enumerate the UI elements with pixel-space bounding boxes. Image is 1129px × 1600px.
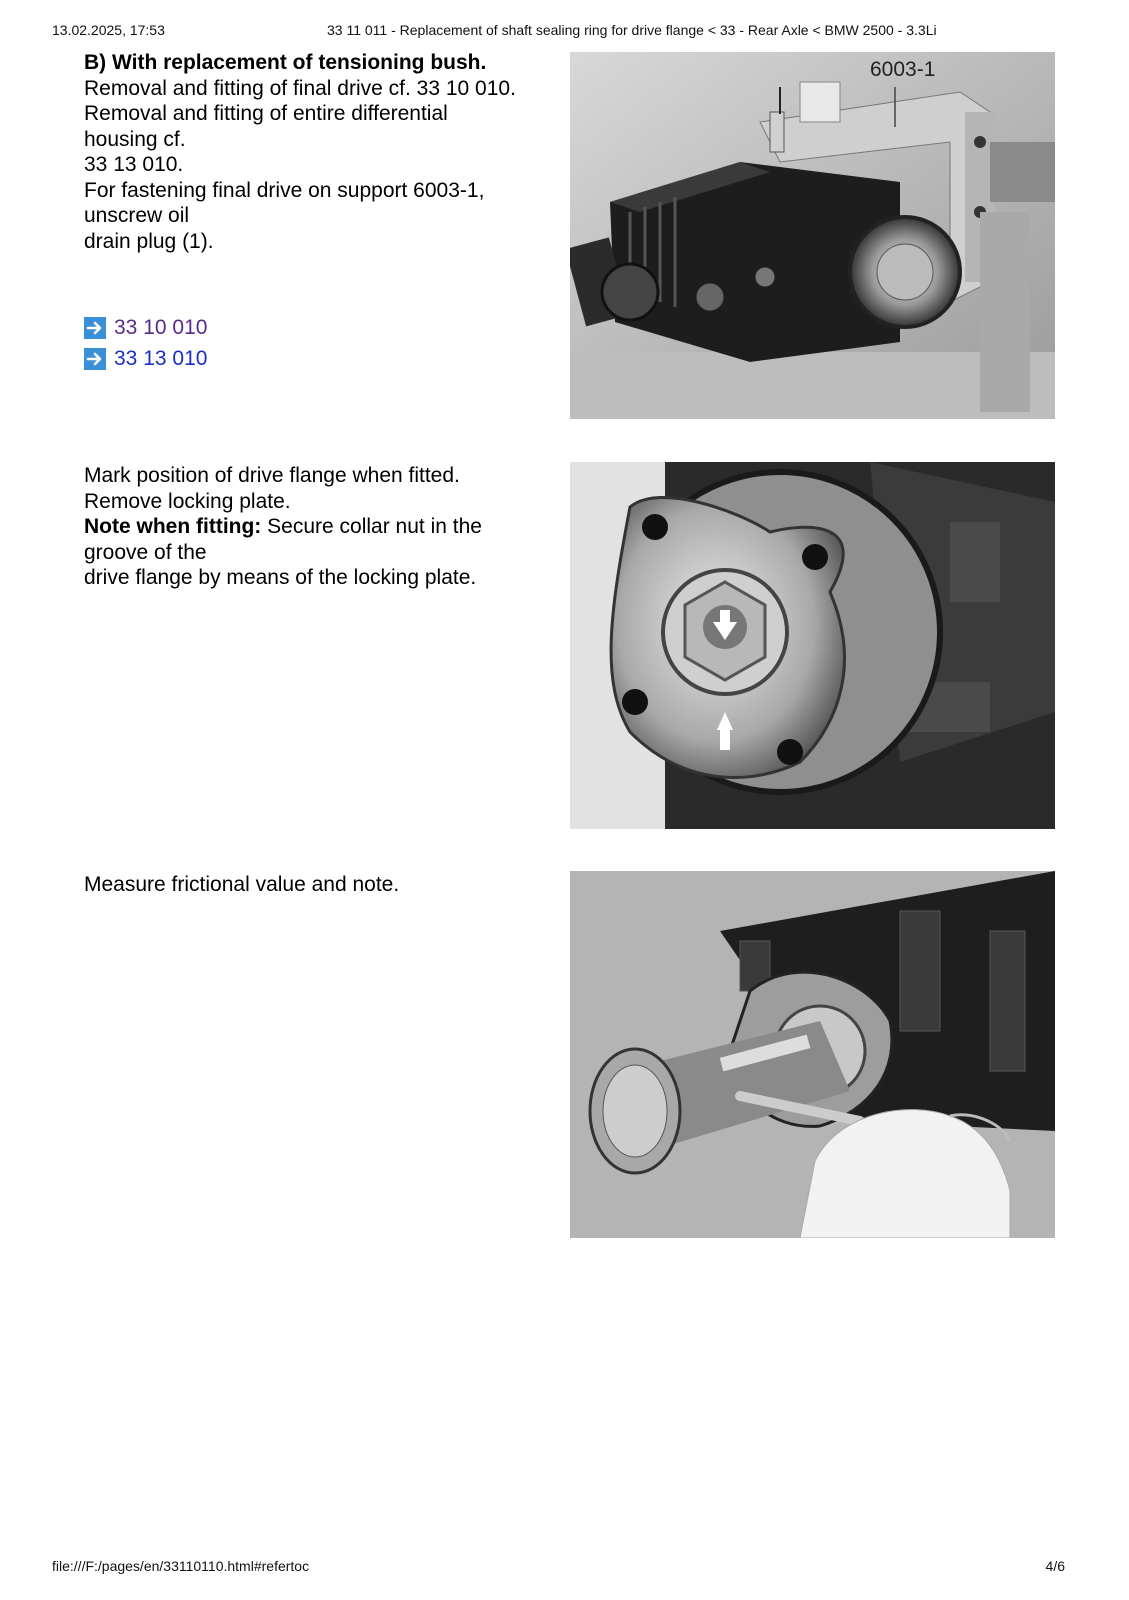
- text-line: Measure frictional value and note.: [84, 873, 400, 896]
- note-line: [84, 514, 549, 540]
- torque-gauge-measurement-photo: [570, 871, 1055, 1238]
- text-line: unscrew oil: [84, 204, 190, 227]
- print-date: 13.02.2025, 17:53: [52, 22, 165, 38]
- text-line: drive flange by means of the locking plate.: [84, 566, 477, 589]
- note-label: Note when fitting:: [84, 515, 262, 538]
- link-33-10-010[interactable]: [84, 312, 207, 343]
- arrow-right-icon: [84, 317, 106, 339]
- text-line: groove of the: [84, 540, 207, 564]
- text-line: For fastening final drive on support 6003-1,: [84, 178, 485, 202]
- page-number: 4/6: [1045, 1558, 1065, 1574]
- note-text: Secure collar nut in the: [261, 515, 482, 538]
- drive-flange-locking-plate-photo: [570, 462, 1055, 829]
- link-33-13-010[interactable]: [84, 343, 207, 374]
- support-label: 6003-1: [870, 58, 936, 81]
- text-line: housing cf.: [84, 127, 186, 151]
- arrow-right-icon: [84, 348, 106, 370]
- reference-links: [84, 312, 207, 374]
- final-drive-on-support-photo: [570, 52, 1055, 419]
- text-line: Removal and fitting of final drive cf. 33 10 010.: [84, 76, 516, 100]
- link-label: 33 10 010: [114, 316, 208, 339]
- link-label: 33 13 010: [114, 347, 208, 370]
- text-line: Mark position of drive flange when fitted.: [84, 464, 460, 487]
- section-3-text: [84, 872, 549, 898]
- section-heading: B) With replacement of tensioning bush.: [84, 51, 487, 74]
- text-line: Removal and fitting of entire differential: [84, 102, 448, 125]
- page-title: 33 11 011 - Replacement of shaft sealing ring for drive flange < 33 - Rear Axle < BMW 2500 - 3.3Li: [327, 22, 937, 38]
- text-line: drain plug (1).: [84, 229, 214, 253]
- page-url: file:///F:/pages/en/33110110.html#refertoc: [52, 1558, 310, 1574]
- section-2-text: [84, 463, 549, 591]
- section-1-text: [84, 50, 549, 254]
- text-line: Remove locking plate.: [84, 489, 291, 513]
- text-line: 33 13 010.: [84, 153, 184, 176]
